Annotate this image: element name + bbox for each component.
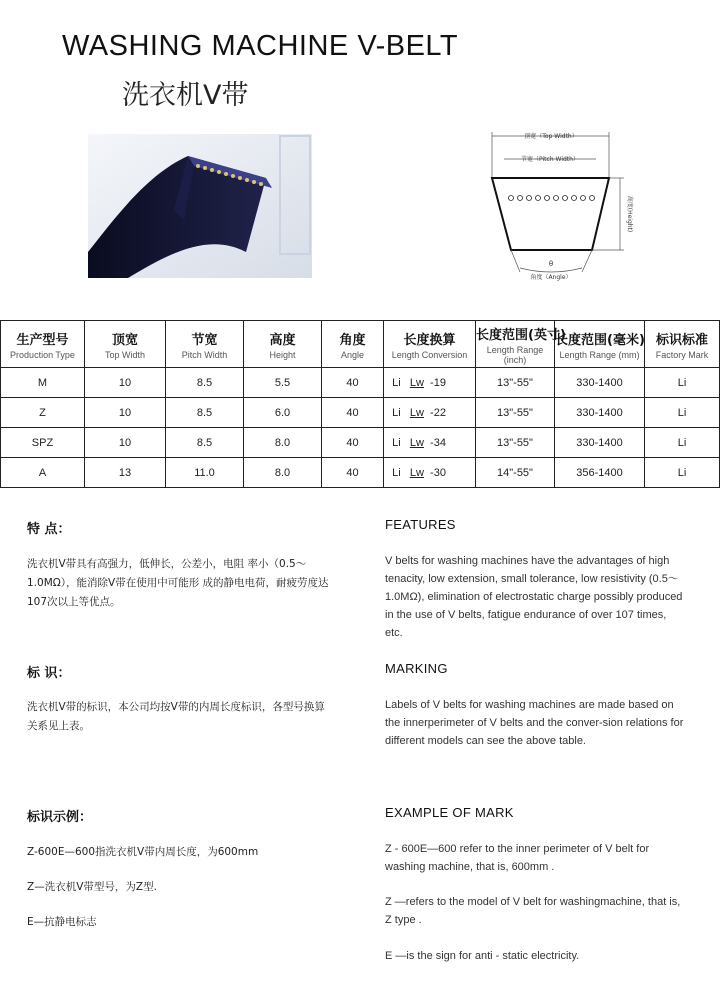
features-text-cn: 洗衣机V带具有高强力，低伸长，公差小，电阻 率小（0.5～1.0MΩ），能消除V带在使用中可能形 成的静电电荷，耐疲劳度达107次以上等优点。 bbox=[27, 558, 329, 608]
cell-factory-mark: Li bbox=[645, 458, 720, 488]
table-row bbox=[1, 368, 720, 398]
cell-height: 6.0 bbox=[244, 398, 322, 428]
table-row bbox=[1, 428, 720, 458]
cell-length-mm: 330-1400 bbox=[555, 398, 645, 428]
cell-height: 8.0 bbox=[244, 428, 322, 458]
v-belt-cross-section-diagram bbox=[484, 126, 634, 282]
features-heading-en: FEATURES bbox=[385, 517, 456, 532]
cell-length-inch: 13"-55" bbox=[476, 398, 555, 428]
header-pitch-width: 节宽 Pitch Width bbox=[166, 321, 244, 368]
table-row bbox=[1, 398, 720, 428]
cell-angle: 40 bbox=[322, 458, 384, 488]
example-line3-en: E —is the sign for anti - static electricity. bbox=[385, 950, 580, 962]
header-length-range-mm: 长度范围(毫米) Length Range (mm) bbox=[555, 321, 645, 368]
cell-top-width: 13 bbox=[85, 458, 166, 488]
cell-top-width: 10 bbox=[85, 428, 166, 458]
marking-heading-cn: 标 识： bbox=[27, 666, 71, 681]
table-row bbox=[1, 458, 720, 488]
theta-symbol: θ bbox=[548, 260, 554, 268]
cell-length-inch: 13"-55" bbox=[476, 368, 555, 398]
example-heading-en: EXAMPLE OF MARK bbox=[385, 805, 514, 820]
cell-type: M bbox=[1, 368, 85, 398]
header-factory-mark: 标识标准 Factory Mark bbox=[645, 321, 720, 368]
marking-text-cn: 洗衣机V带的标识，本公司均按V带的内周长度标识，各型号换算关系见上表。 bbox=[27, 701, 325, 732]
cell-type: Z bbox=[1, 398, 85, 428]
cell-height: 5.5 bbox=[244, 368, 322, 398]
example-line2-en: Z —refers to the model of V belt for washingmachine, that is, Z type . bbox=[385, 896, 681, 926]
example-line1-cn: Z-600E—600指洗衣机V带内周长度，为600mm bbox=[27, 846, 259, 858]
header-production-type: 生产型号 Production Type bbox=[1, 321, 85, 368]
example-line1-en: Z - 600E—600 refer to the inner perimeter of V belt for washing machine, that is, 600mm . bbox=[385, 843, 650, 873]
pitch-width-label: 节宽（Pitch Width） bbox=[521, 156, 579, 163]
top-width-label: 顶宽（Top Width） bbox=[524, 133, 578, 140]
cell-top-width: 10 bbox=[85, 368, 166, 398]
table-header-row bbox=[1, 321, 720, 368]
header-length-range-inch: 长度范围(英寸) Length Range (inch) bbox=[476, 321, 555, 368]
features-text-en: V belts for washing machines have the advantages of high tenacity, low extension, small tolerance, low resistivity (0.5～1.0MΩ), elimination of electrostatic charge possibly produced in the use of V belts, fatigue endurance of over 107 times, etc. bbox=[385, 555, 683, 639]
cell-pitch-width: 8.5 bbox=[166, 428, 244, 458]
example-heading-cn: 标识示例： bbox=[27, 810, 93, 825]
cell-type: A bbox=[1, 458, 85, 488]
example-line3-cn: E—抗静电标志 bbox=[27, 916, 97, 928]
v-belt-photo-graphic bbox=[88, 134, 312, 278]
cell-length-inch: 14"-55" bbox=[476, 458, 555, 488]
cell-length-conversion: Li Lw -19 bbox=[384, 368, 476, 398]
cell-factory-mark: Li bbox=[645, 398, 720, 428]
cell-factory-mark: Li bbox=[645, 368, 720, 398]
cell-factory-mark: Li bbox=[645, 428, 720, 458]
features-heading-cn: 特 点： bbox=[27, 522, 71, 537]
cell-length-mm: 330-1400 bbox=[555, 428, 645, 458]
cell-pitch-width: 8.5 bbox=[166, 368, 244, 398]
cell-pitch-width: 11.0 bbox=[166, 458, 244, 488]
cell-angle: 40 bbox=[322, 428, 384, 458]
cell-top-width: 10 bbox=[85, 398, 166, 428]
cell-length-conversion: Li Lw -30 bbox=[384, 458, 476, 488]
cell-height: 8.0 bbox=[244, 458, 322, 488]
cell-length-mm: 356-1400 bbox=[555, 458, 645, 488]
cell-length-inch: 13"-55" bbox=[476, 428, 555, 458]
marking-text-en: Labels of V belts for washing machines are made based on the innerperimeter of V belts and the conver-sion relations for different models can see the above table. bbox=[385, 699, 684, 747]
header-height: 高度 Height bbox=[244, 321, 322, 368]
page-title: WASHING MACHINE V-BELT bbox=[62, 30, 459, 62]
cell-length-mm: 330-1400 bbox=[555, 368, 645, 398]
cell-type: SPZ bbox=[1, 428, 85, 458]
angle-label: 角度（Angle） bbox=[530, 274, 572, 281]
cell-angle: 40 bbox=[322, 398, 384, 428]
v-belt-photo bbox=[88, 134, 312, 278]
cell-angle: 40 bbox=[322, 368, 384, 398]
cell-length-conversion: Li Lw -34 bbox=[384, 428, 476, 458]
header-angle: 角度 Angle bbox=[322, 321, 384, 368]
example-line2-cn: Z—洗衣机V带型号，为Z型. bbox=[27, 881, 157, 893]
header-top-width: 顶宽 Top Width bbox=[85, 321, 166, 368]
header-length-conversion: 长度换算 Length Conversion bbox=[384, 321, 476, 368]
marking-heading-en: MARKING bbox=[385, 661, 448, 676]
spec-table bbox=[0, 320, 720, 488]
cell-length-conversion: Li Lw -22 bbox=[384, 398, 476, 428]
page-title-chinese: 洗衣机V带 bbox=[122, 80, 249, 111]
height-label: 高度(Height) bbox=[626, 195, 633, 233]
cell-pitch-width: 8.5 bbox=[166, 398, 244, 428]
